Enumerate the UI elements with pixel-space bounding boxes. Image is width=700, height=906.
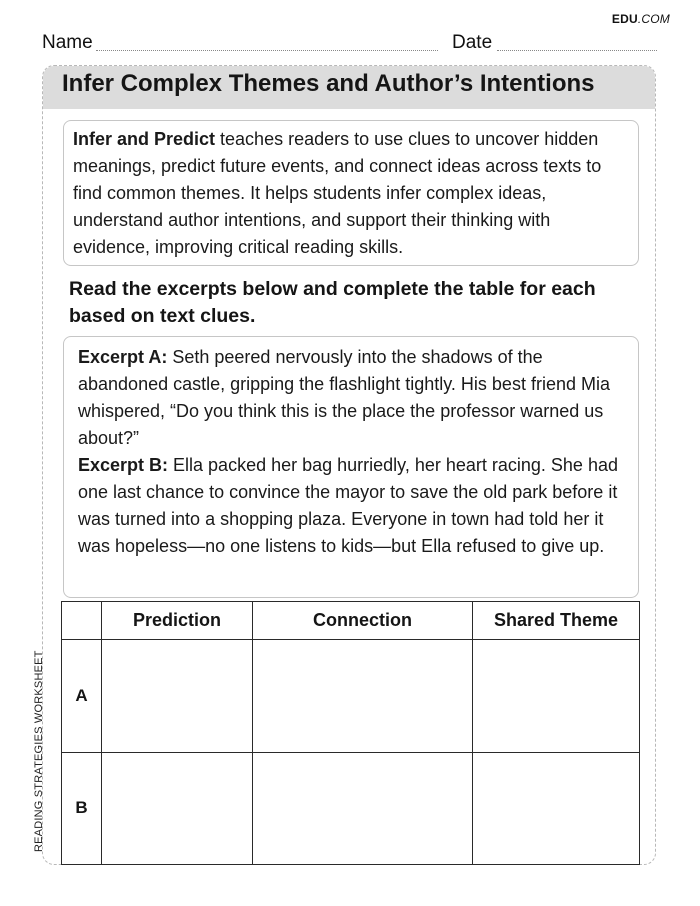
name-field[interactable] — [96, 50, 438, 51]
date-label: Date — [452, 32, 493, 53]
header-prediction: Prediction — [102, 602, 253, 640]
answer-table — [61, 601, 640, 865]
header-corner-cell — [62, 602, 102, 640]
side-category-label: READING STRATEGIES WORKSHEET — [33, 650, 45, 852]
edu-com-logo[interactable]: EDU.COM — [611, 12, 670, 26]
intro-box — [63, 120, 639, 266]
answer-cell-a-connection[interactable] — [253, 640, 473, 753]
answer-cell-a-shared-theme[interactable] — [473, 640, 640, 753]
table-row — [62, 752, 640, 865]
table-row — [62, 640, 640, 753]
table-header-row — [62, 602, 640, 640]
excerpts-box — [63, 336, 639, 598]
row-label-b: B — [62, 752, 102, 865]
header-connection: Connection — [253, 602, 473, 640]
name-label: Name — [42, 32, 93, 53]
worksheet-title: Infer Complex Themes and Author’s Intentions — [43, 66, 655, 109]
answer-cell-b-connection[interactable] — [253, 752, 473, 865]
row-label-a: A — [62, 640, 102, 753]
answer-cell-a-prediction[interactable] — [102, 640, 253, 753]
instruction-text: Read the excerpts below and complete the table for each based on text clues. — [69, 278, 596, 327]
answer-cell-b-shared-theme[interactable] — [473, 752, 640, 865]
excerpt-a: Excerpt A: Seth peered nervously into the shadows of the abandoned castle, gripping the flashlight tightly. His best friend Mia whispered, “Do you think this is the place the professor warned us about?” — [78, 347, 610, 448]
intro-paragraph: Infer and Predict teaches readers to use clues to uncover hidden meanings, predict future events, and connect ideas across texts to find common themes. It helps students infer complex ideas, understand author intentions, and support their thinking with evidence, improving critical reading skills. — [73, 129, 602, 257]
header-shared-theme: Shared Theme — [473, 602, 640, 640]
date-field[interactable] — [497, 50, 657, 51]
excerpt-b: Excerpt B: Ella packed her bag hurriedly, her heart racing. She had one last chance to convince the mayor to save the old park before it was turned into a shopping plaza. Everyone in town had told her it was hopeless—no one listens to kids—but Ella refused to give up. — [78, 455, 618, 556]
answer-cell-b-prediction[interactable] — [102, 752, 253, 865]
